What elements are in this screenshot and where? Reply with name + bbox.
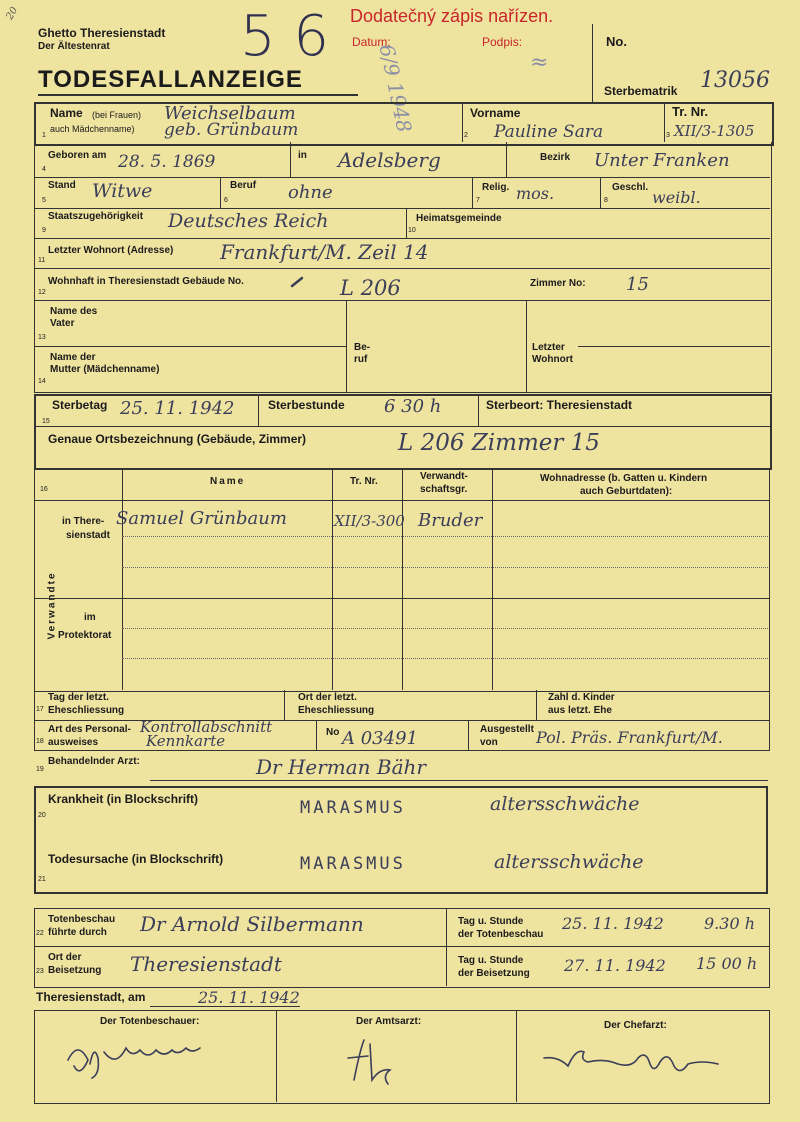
- relig-value: mos.: [516, 184, 555, 203]
- vater-label-1: Name des: [50, 306, 98, 317]
- line-number: 12: [38, 289, 46, 296]
- arzt-value: Dr Herman Bähr: [256, 755, 426, 779]
- sig-totenbeschauer-label: Der Totenbeschauer:: [100, 1016, 200, 1027]
- personal-data-box: [34, 102, 774, 146]
- im-prot-label-1: im: [84, 612, 96, 623]
- beisetzung-tag-time: 15 00 h: [696, 954, 758, 973]
- in-label: in: [298, 150, 307, 161]
- no-label: No.: [606, 34, 627, 49]
- corner-mark: 5 6: [240, 4, 330, 69]
- line-number: 8: [604, 197, 608, 204]
- org-line-2: Der Ältestenrat: [38, 41, 110, 52]
- divider: [276, 1010, 277, 1102]
- trnr-label: Tr. Nr.: [672, 104, 709, 119]
- divider: [220, 177, 221, 208]
- name-value: Weichselbaum: [164, 103, 296, 124]
- divider: [290, 142, 291, 177]
- signature-amtsarzt: [340, 1030, 420, 1090]
- page-title: TODESFALLANZEIGE: [38, 66, 303, 93]
- line-number: 4: [42, 166, 46, 173]
- line-number: 2: [464, 132, 468, 139]
- ausweis-label-2: ausweises: [48, 737, 99, 748]
- divider: [332, 468, 333, 690]
- im-prot-label-2: Protektorat: [58, 630, 112, 641]
- divider: [462, 102, 463, 142]
- krankheit-value-2: altersschwäche: [490, 793, 640, 815]
- letzter-wohnort-label-2: Wohnort: [532, 354, 573, 365]
- margin-note: 20: [4, 5, 21, 22]
- beisetzung-tag-label-1: Tag u. Stunde: [458, 955, 524, 966]
- bezirk-label: Bezirk: [540, 152, 571, 163]
- table-row-line: [122, 536, 768, 537]
- line-number: 15: [42, 418, 50, 425]
- col-name-header: Name: [210, 476, 246, 487]
- line-number: 11: [38, 257, 46, 264]
- line-number: 5: [42, 197, 46, 204]
- totenbeschau-label-1: Totenbeschau: [48, 914, 116, 925]
- place-date-label: Theresienstadt, am: [36, 990, 146, 1004]
- signature-chefarzt: [540, 1034, 740, 1084]
- row-line: [34, 300, 770, 301]
- line-number: 13: [38, 334, 46, 341]
- table-row-line: [122, 628, 768, 629]
- relative-1-verw: Bruder: [418, 510, 483, 531]
- ausgestellt-label-2: von: [480, 737, 498, 748]
- divider: [516, 1010, 517, 1102]
- name-label: Name: [50, 106, 83, 120]
- geschl-label: Geschl.: [612, 182, 649, 193]
- bezirk-value: Unter Franken: [594, 150, 730, 171]
- beruf2-label-2: ruf: [354, 354, 368, 365]
- maiden-name-value: geb. Grünbaum: [164, 120, 299, 140]
- row-line: [34, 946, 770, 947]
- sterbetag-value: 25. 11. 1942: [120, 398, 235, 419]
- wohnhaft-label: Wohnhaft in Theresienstadt Gebäude No.: [48, 276, 244, 287]
- arzt-label: Behandelnder Arzt:: [48, 756, 140, 767]
- signature-totenbeschauer: [60, 1030, 220, 1090]
- kinder-label-2: aus letzt. Ehe: [548, 705, 612, 716]
- ausweis-no-value: A 03491: [342, 728, 418, 749]
- tag-ehe-label-2: Eheschliessung: [48, 705, 125, 716]
- totenbeschau-tag-label-2: der Totenbeschau: [458, 929, 544, 940]
- staat-value: Deutsches Reich: [168, 210, 329, 232]
- totenbeschau-label-2: führte durch: [48, 927, 107, 938]
- totenbeschau-tag-label-1: Tag u. Stunde: [458, 916, 524, 927]
- ausweis-value-1: Kontrollabschnitt: [140, 718, 273, 736]
- trnr-value: XII/3-1305: [674, 122, 755, 140]
- divider: [472, 177, 473, 208]
- in-there-label-1: in There-: [62, 516, 105, 527]
- stamp-podpis-label: Podpis:: [482, 35, 523, 49]
- line-number: 19: [36, 766, 44, 773]
- sterbetag-label: Sterbetag: [52, 398, 108, 412]
- krankheit-label: Krankheit (in Blockschrift): [48, 792, 199, 806]
- col-wohn-header-1: Wohnadresse (b. Gatten u. Kindern: [540, 473, 708, 484]
- line-number: 3: [666, 132, 670, 139]
- mutter-label-2: Mutter (Mädchenname): [50, 364, 160, 375]
- row-line: [34, 208, 770, 209]
- row-line: [34, 268, 770, 269]
- place-date-value: 25. 11. 1942: [198, 988, 300, 1007]
- in-value: Adelsberg: [338, 148, 441, 172]
- stamp-datum-label: Datum:: [352, 35, 391, 49]
- line-number: 10: [408, 227, 416, 234]
- ausweis-no-label: No: [326, 727, 340, 738]
- beruf-value: ohne: [288, 182, 333, 203]
- org-line-1: Ghetto Theresienstadt: [38, 26, 166, 40]
- col-verw-header-1: Verwandt-: [420, 471, 468, 482]
- kinder-label-1: Zahl d. Kinder: [548, 692, 615, 703]
- zimmer-value: 15: [626, 274, 649, 295]
- mutter-label-1: Name der: [50, 352, 96, 363]
- stamp-podpis-mark: ≈: [530, 50, 549, 75]
- name-label-small: (bei Frauen): [92, 110, 142, 120]
- line-number: 16: [40, 486, 48, 493]
- divider: [316, 720, 317, 750]
- divider: [468, 720, 469, 750]
- divider: [258, 394, 259, 426]
- sterbematrik-label: Sterbematrik: [604, 84, 678, 98]
- totenbeschau-tag-value: 25. 11. 1942: [562, 914, 664, 933]
- ausweis-label-1: Art des Personal-: [48, 724, 131, 735]
- beisetzung-tag-label-2: der Beisetzung: [458, 968, 530, 979]
- totenbeschau-value: Dr Arnold Silbermann: [140, 912, 364, 936]
- divider: [346, 300, 347, 392]
- row-line: [150, 780, 768, 781]
- vorname-label: Vorname: [470, 106, 521, 120]
- stamp-title: Dodatečný zápis nařízen.: [350, 6, 554, 26]
- table-row-line: [34, 598, 770, 599]
- sterbeort-label: Sterbeort: Theresienstadt: [486, 398, 633, 412]
- divider: [122, 468, 123, 690]
- title-underline: [38, 94, 358, 96]
- line-number: 14: [38, 378, 46, 385]
- beruf-label: Beruf: [230, 180, 257, 191]
- table-row-line: [122, 567, 768, 568]
- row-line: [34, 426, 770, 427]
- in-there-label-2: sienstadt: [66, 530, 110, 541]
- line-number: 7: [476, 197, 480, 204]
- ausgestellt-label-1: Ausgestellt: [480, 724, 534, 735]
- verwandte-side-label: Verwandte: [46, 571, 58, 640]
- line-number: 22: [36, 930, 44, 937]
- ursache-label: Todesursache (in Blockschrift): [48, 852, 224, 866]
- line-number: 17: [36, 706, 44, 713]
- wohnhaft-value: L 206: [340, 276, 401, 300]
- name-label-line2: auch Mädchenname): [50, 124, 135, 134]
- sterbestunde-value: 6 30 h: [384, 396, 442, 417]
- line-number: 6: [224, 197, 228, 204]
- line-number: 1: [42, 132, 46, 139]
- zimmer-label: Zimmer No:: [530, 278, 586, 289]
- geboren-value: 28. 5. 1869: [118, 152, 216, 172]
- relative-1-name: Samuel Grünbaum: [116, 508, 287, 529]
- heimat-label: Heimatsgemeinde: [416, 213, 502, 224]
- line-number: 20: [38, 812, 46, 819]
- sterbestunde-label: Sterbestunde: [268, 398, 345, 412]
- beisetzung-tag-value: 27. 11. 1942: [564, 956, 666, 975]
- col-wohn-header-2: auch Geburtdaten):: [580, 486, 673, 497]
- divider: [284, 690, 285, 720]
- letzter-wohnort-label-1: Letzter: [532, 342, 565, 353]
- line-number: 18: [36, 738, 44, 745]
- marriage-row: [34, 690, 770, 721]
- line-number: 21: [38, 876, 46, 883]
- divider: [446, 908, 447, 986]
- geboren-label: Geboren am: [48, 150, 107, 161]
- beisetzung-ort-label-1: Ort der: [48, 952, 82, 963]
- ortsbez-label: Genaue Ortsbezeichnung (Gebäude, Zimmer): [48, 432, 307, 446]
- krankheit-value-1: MARASMUS: [300, 798, 406, 818]
- divider: [478, 394, 479, 426]
- row-line: [34, 346, 346, 347]
- stamp-datum-value: 6/9 1948: [374, 42, 417, 135]
- ort-ehe-label-1: Ort der letzt.: [298, 692, 357, 703]
- pen-mark: [288, 274, 308, 290]
- ausgestellt-value: Pol. Präs. Frankfurt/M.: [536, 728, 723, 747]
- tag-ehe-label-1: Tag der letzt.: [48, 692, 109, 703]
- divider: [526, 300, 527, 392]
- sig-amtsarzt-label: Der Amtsarzt:: [356, 1016, 422, 1027]
- wohnort-label: Letzter Wohnort (Adresse): [48, 245, 174, 256]
- beisetzung-ort-label-2: Beisetzung: [48, 965, 102, 976]
- vater-label-2: Vater: [50, 318, 75, 329]
- sig-chefarzt-label: Der Chefarzt:: [604, 1020, 667, 1031]
- divider: [536, 690, 537, 720]
- beisetzung-ort-value: Theresienstadt: [130, 952, 282, 976]
- line-number: 23: [36, 968, 44, 975]
- divider: [506, 142, 507, 177]
- relig-label: Relig.: [482, 182, 510, 193]
- place-date-underline: [150, 1006, 300, 1007]
- divider: [402, 468, 403, 690]
- row-line: [34, 238, 770, 239]
- row-line: [578, 346, 770, 347]
- ort-ehe-label-2: Eheschliessung: [298, 705, 375, 716]
- col-trnr-header: Tr. Nr.: [350, 476, 378, 487]
- divider: [600, 177, 601, 208]
- stand-label: Stand: [48, 180, 76, 191]
- totenbeschau-tag-time: 9.30 h: [704, 914, 756, 933]
- beruf2-label-1: Be-: [354, 342, 371, 353]
- sterbematrik-value: 13056: [700, 68, 770, 93]
- geschl-value: weibl.: [652, 188, 701, 207]
- staat-label: Staatszugehörigkeit: [48, 211, 144, 222]
- ursache-value-2: altersschwäche: [494, 851, 644, 873]
- ursache-value-1: MARASMUS: [300, 854, 406, 874]
- table-row-line: [122, 658, 768, 659]
- wohnort-value: Frankfurt/M. Zeil 14: [220, 240, 429, 264]
- relative-1-trnr: XII/3-300: [334, 512, 405, 530]
- divider: [406, 208, 407, 238]
- ausweis-value-2: Kennkarte: [146, 732, 226, 750]
- divider: [664, 102, 665, 142]
- ortsbez-value: L 206 Zimmer 15: [398, 430, 600, 456]
- divider: [492, 468, 493, 690]
- row-line: [34, 177, 770, 178]
- vorname-value: Pauline Sara: [494, 122, 604, 142]
- line-number: 9: [42, 227, 46, 234]
- stand-value: Witwe: [92, 180, 153, 202]
- col-verw-header-2: schaftsgr.: [420, 484, 468, 495]
